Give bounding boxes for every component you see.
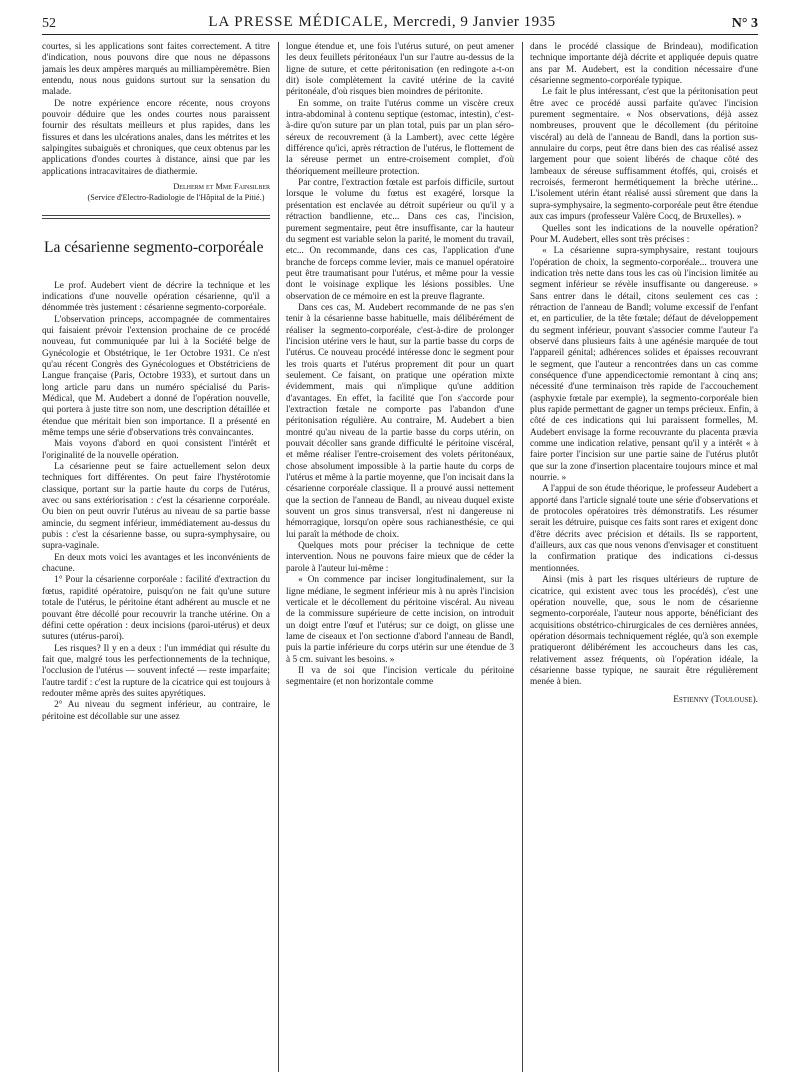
- paragraph: courtes, si les applications sont faites correctement. A titre d'indication, nous pouvons dire que nous ne dépassons jamais les deux ampères marqués au milliampèremètre. Bien entendu, nous nous guidons surtout sur la sensation du malade.: [42, 42, 270, 98]
- article-separator: [42, 215, 270, 216]
- paragraph: De notre expérience encore récente, nous croyons pouvoir déduire que les ondes courtes nous paraissent fournir des résultats meilleurs et plus rapides, dans les fissures et dans les ulcérations anales, dans les métrites et les salpingites subaiguës et chroniques, que ceux obtenus par les applications d'ondes courtes à distance, ainsi que par les applications intracavitaires de diathermie.: [42, 98, 270, 177]
- author-name: Estienny (Toulouse).: [673, 694, 758, 705]
- column-1: [42, 42, 270, 1072]
- paragraph: En deux mots voici les avantages et les inconvénients de chacune.: [42, 552, 270, 575]
- paragraph: « On commence par inciser longitudinalement, sur la ligne médiane, le segment inférieur mis à nu après l'incision verticale et le décollement du péritoine viscéral. Au niveau de la commissure supérieure de cette incision, on introduit un doigt entre l'œuf et l'utérus; sur ce doigt, on glisse une lame de ciseaux et l'on sectionne d'abord l'anneau de Bandl, puis la partie inférieure du corps utérin sur une étendue de 3 à 5 cm. suivant les besoins. »: [286, 575, 514, 665]
- issue-number: N° 3: [731, 16, 758, 31]
- paragraph: Mais voyons d'abord en quoi consistent l'intérêt et l'originalité de la nouvelle opération.: [42, 439, 270, 461]
- paragraph: Le fait le plus intéressant, c'est que la péritonisation peut être avec ce procédé aussi parfaite qu'avec l'incision purement segmentaire. « Nos observations, déjà assez nombreuses, prouvent que le décollement (du péritoine viscéral) au delà de l'anneau de Bandl, dans la portion sus-annulaire du corps, peut être dans bien des cas réalisé assez largement pour que soient libérés de chaque côté des lambeaux de séreuse suffisamment étoffés, qui, croisés et recroisés, fermeront hermétiquement la brèche utérine... L'isolement utérin étant réalisé aussi sûrement que dans la supra-symphysaire, la segmento-corporéale peut être étendue aux cas impurs (professeur Valère Cocq, de Bruxelles). »: [530, 87, 758, 223]
- paragraph: Dans ces cas, M. Audebert recommande de ne pas s'en tenir à la césarienne basse habituelle, mais délibérément de réaliser la segmento-corporéale, c'est-à-dire de prolonger l'incision utérine vers le haut, sur la partie basse du corps de l'utérus. Ce nouveau procédé intéresse donc le segment pour les trois quarts et l'utérus proprement dit pour un quart seulement. Ce faisant, on pratique une opération mixte évidemment, mais qui n'implique qu'une addition d'avantages. En effet, la facilité que l'on s'accorde pour l'extraction fœtale ne comporte pas l'abandon d'une péritonisation régulière. Au contraire, M. Audebert a bien montré qu'au niveau de la partie basse du corps utérin, on pouvait décoller sans grande difficulté le péritoine viscéral, et même réaliser l'entre-croisement des volets péritonéaux, chose absolument impossible à la partie haute du corps de l'utérus et même à la partie moyenne, que l'on incisait dans la césarienne corporéale classique. Il a prouvé aussi nettement que la section de l'anneau de Bandl, au niveau duquel existe souvent un gros sinus transversal, n'est ni dangereuse ni hémorragique, lorsqu'on opère sous rachianesthésie, ce qui lui paraît la méthode de choix.: [286, 302, 514, 540]
- paragraph: longue étendue et, une fois l'utérus suturé, on peut amener les deux feuillets péritonéaux l'un sur l'autre au-dessus de la ligne de suture, et cette péritonisation (en redingote a-t-on dit) isole complètement la cavité utérine de la cavité péritonéale, d'où risques bien moindres de péritonite.: [286, 42, 514, 98]
- page-number: 52: [42, 16, 56, 31]
- column-2: [286, 42, 514, 1072]
- issue-date: Mercredi, 9 Janvier 1935: [392, 14, 556, 30]
- paragraph: Quelques mots pour préciser la technique de cette intervention. Nous ne pouvons faire mieux que de céder la parole à l'auteur lui-même :: [286, 541, 514, 574]
- paragraph: La césarienne peut se faire actuellement selon deux techniques fort différentes. On peut faire l'hystérotomie classique, portant sur la partie haute du corps de l'utérus, avec ou sans extériorisation : c'est la césarienne corporéale. Ou bien on peut ouvrir l'utérus au niveau de sa partie basse amincie, du segment inférieur, immédiatement au-dessus du pubis : c'est la césarienne basse, ou supra-symphysaire, ou supra-vaginale.: [42, 462, 270, 552]
- column-rule: [278, 42, 279, 1072]
- page-header: [42, 8, 758, 35]
- article-separator: [42, 218, 270, 219]
- paragraph: Par contre, l'extraction fœtale est parfois difficile, surtout lorsque le volume du fœtus est exagéré, lorsque la présentation est enclavée au détroit supérieur ou qu'il y a rétraction bandlienne, etc... Dans ces cas, l'incision, purement segmentaire, peut être insuffisante, car la hauteur du segment est variable selon la parité, le moment du travail, etc... On recommande, dans ces cas, l'application d'une branche de forceps comme levier, mais ce manuel opératoire peut être traumatisant pour l'utérus, et même pour la vessie dont le voisinage explique les lésions possibles. Une observation de ce mémoire en est la preuve flagrante.: [286, 178, 514, 302]
- paragraph: Quelles sont les indications de la nouvelle opération? Pour M. Audebert, elles sont très précises :: [530, 223, 758, 245]
- article-signature: [530, 695, 758, 706]
- paragraph: Il va de soi que l'incision verticale du péritoine segmentaire (et non horizontale comme: [286, 665, 514, 688]
- author-affiliation: (Service d'Electro-Radiologie de l'Hôpital de la Pitié.): [87, 192, 265, 202]
- article-title: La césarienne segmento-corporéale: [44, 238, 264, 256]
- paragraph: Les risques? Il y en a deux : l'un immédiat qui résulte du fait que, malgré tous les perfectionnements de la technique, l'occlusion de l'utérus — souvent infecté — reste imparfaite; l'autre tardif : c'est la rupture de la cicatrice qui est toujours à redouter même après des suites apyrétiques.: [42, 643, 270, 699]
- journal-title: LA PRESSE MÉDICALE,: [208, 14, 389, 30]
- journal-masthead: [192, 14, 572, 31]
- previous-article-signature: [42, 182, 270, 192]
- paragraph: 2° Au niveau du segment inférieur, au contraire, le péritoine est décollable sur une assez: [42, 700, 270, 722]
- author-names: Delherm et Mme Fainsilber: [173, 182, 270, 192]
- paragraph: En somme, on traite l'utérus comme un viscère creux intra-abdominal à contenu septique (estomac, intestin), c'est-à-dire qu'on suture par un plan total, puis par un plan séro-séreux de recouvrement (à la Lambert), avec cette légère différence qu'ici, après rétraction de l'utérus, le flottement de la séreuse permet un entre-croisement complet, d'où théoriquement meilleure protection.: [286, 98, 514, 177]
- paragraph: L'observation princeps, accompagnée de commentaires qui faisaient prévoir l'extension prochaine de ce procédé nouveau, fut communiquée par lui à la Société belge de Gynécologie et Obstétrique, le 1er Octobre 1931. Ce n'est qu'au récent Congrès des Gynécologues et Obstétriciens de Langue française (Paris, Octobre 1933), et surtout dans un long article paru dans un numéro spécialisé du Paris-Médical, que M. Audebert a donné de l'opération nouvelle, qui portera à juste titre son nom, une description détaillée et étendue que méritait bien son importance. Il a présenté en même temps une série d'observations très convaincantes.: [42, 314, 270, 438]
- paragraph: « La césarienne supra-symphysaire, restant toujours l'opération de choix, la segmento-corporéale... trouvera une indication très nette dans tous les cas où l'incision limitée au segment inférieur se révèle insuffisante ou dangereuse. » Sans entrer dans le détail, citons seulement ces cas : rétraction de l'anneau de Bandl; volume excessif de l'enfant et, en particulier, de la tête fœtale; défaut de développement du segment inférieur, pouvant s'associer comme l'auteur l'a observé dans plusieurs faits à une agénésie marquée de tout l'appareil génital; adhérences solides et épaisses recouvrant le segment, que l'auteur a rencontrées dans un cas comme conséquence d'une appendicectomie remontant à cinq ans; nécessité d'une terminaison très rapide de l'accouchement (asphyxie fœtale par exemple), la segmento-corporéale bien plus rapide permettant de gagner un temps précieux. Enfin, à côté de ces indications qui lui paraissent formelles, M. Audebert envisage la forme recouvrante du placenta prævia comme une indication relative, pensant qu'il y a intérêt « à faire porter l'incision sur une partie saine de l'utérus plutôt que sur la zone d'insertion placentaire toujours mince et mal nourrie. »: [530, 246, 758, 484]
- paragraph: Le prof. Audebert vient de décrire la technique et les indications d'une nouvelle opération césarienne, qu'il a dénommée très justement : césarienne segmento-corporéale.: [42, 280, 270, 314]
- paragraph: A l'appui de son étude théorique, le professeur Audebert a apporté dans l'article signalé toute une série d'observations et de protocoles opératoires très démonstratifs. Les résumer serait les détruire, puisque ces faits sont rares et exigent donc d'être décrits avec précision et détails. Ils se rapportent, d'ailleurs, aux cas que nous venons d'envisager et constituent la confirmation pratique des indications ci-dessus mentionnées.: [530, 484, 758, 574]
- column-rule: [522, 42, 523, 1072]
- paragraph: Ainsi (mis à part les risques ultérieurs de rupture de cicatrice, qui existent avec tous les procédés), c'est une opération nouvelle, que, sous le nom de césarienne segmento-corporéale, l'auteur nous apporte, bénéficiant des acquisitions obstétrico-chirurgicales de ces dernières années, opération désormais techniquement réglée, qu'à son exemple pratiqueront délibérément les accoucheurs dans les cas, relativement assez fréquents, où l'opération idéale, la césarienne basse typique, ne saurait être régulièrement menée à bien.: [530, 575, 758, 688]
- paragraph: 1° Pour la césarienne corporéale : facilité d'extraction du fœtus, rapidité opératoire, puisqu'on ne fait qu'une suture totale de l'utérus, le péritoine étant adhérent au muscle et ne pouvant être décollé pour recouvrir la tranche utérine. On a défini cette opération : deux incisions (paroi-utérus) et deux sutures (utérus-paroi).: [42, 575, 270, 643]
- paragraph: dans le procédé classique de Brindeau), modification technique importante déjà décrite et appliquée depuis quatre ans par M. Audebert, est la condition nécessaire d'une césarienne segmento-corporéale typique.: [530, 42, 758, 87]
- column-3: [530, 42, 758, 1072]
